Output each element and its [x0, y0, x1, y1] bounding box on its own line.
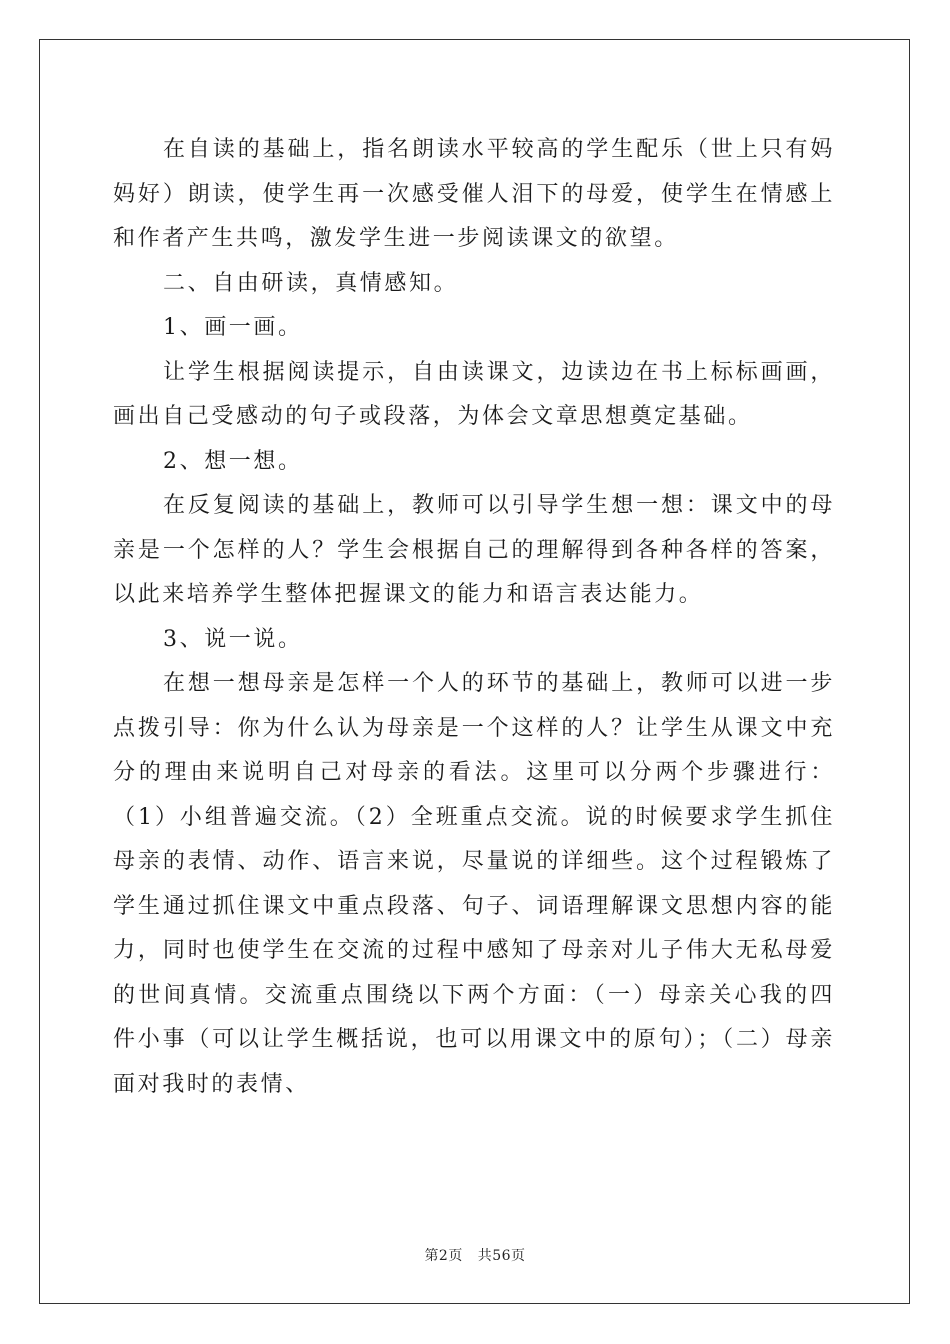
step-heading: 2、想一想。 — [163, 448, 303, 474]
document-body — [113, 128, 835, 1107]
page-total: 共56页 — [477, 1248, 526, 1264]
page-footer — [0, 1245, 950, 1265]
step-heading: 3、说一说。 — [163, 626, 303, 652]
paragraph: 在反复阅读的基础上，教师可以引导学生想一想：课文中的母亲是一个怎样的人？学生会根据自己的理解得到各种各样的答案，以此来培养学生整体把握课文的能力和语言表达能力。 — [113, 493, 835, 607]
paragraph: 在自读的基础上，指名朗读水平较高的学生配乐（世上只有妈妈好）朗读，使学生再一次感受催人泪下的母爱，使学生在情感上和作者产生共鸣，激发学生进一步阅读课文的欲望。 — [113, 137, 835, 251]
paragraph: 在想一想母亲是怎样一个人的环节的基础上，教师可以进一步点拨引导：你为什么认为母亲是一个这样的人？让学生从课文中充分的理由来说明自己对母亲的看法。这里可以分两个步骤进行：（1）小组普遍交流。（2）全班重点交流。说的时候要求学生抓住母亲的表情、动作、语言来说，尽量说的详细些。这个过程锻炼了学生通过抓住课文中重点段落、句子、词语理解课文思想内容的能力，同时也使学生在交流的过程中感知了母亲对儿子伟大无私母爱的世间真情。交流重点围绕以下两个方面：（一）母亲关心我的四件小事（可以让学生概括说，也可以用课文中的原句）；（二）母亲面对我时的表情、 — [113, 671, 835, 1097]
paragraph: 让学生根据阅读提示，自由读课文，边读边在书上标标画画，画出自己受感动的句子或段落，为体会文章思想奠定基础。 — [113, 359, 835, 429]
section-heading: 二、自由研读，真情感知。 — [163, 270, 459, 296]
step-heading: 1、画一画。 — [163, 315, 303, 340]
page-number: 第2页 — [424, 1248, 463, 1264]
